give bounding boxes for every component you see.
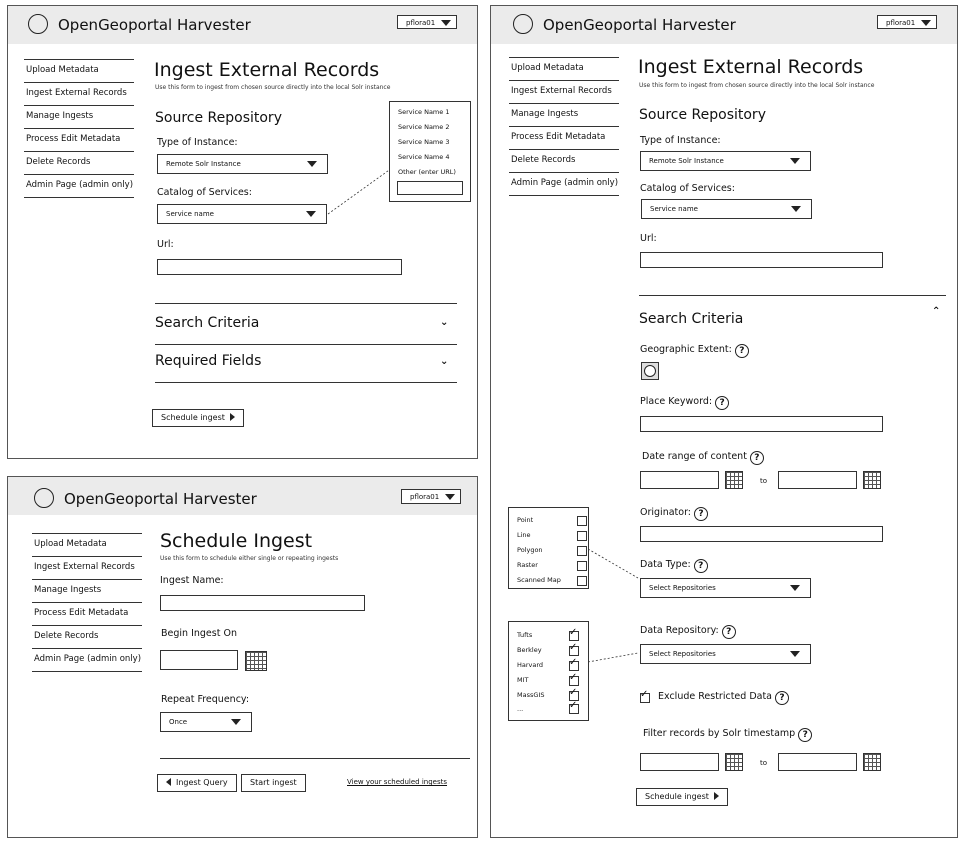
repository-options-popup [508,621,589,721]
repository-option[interactable] [517,658,588,673]
sidebar-item-delete-records[interactable]: Delete Records [32,625,142,648]
exclude-restricted-text: Exclude Restricted Data [658,691,772,702]
schedule-ingest-label: Schedule ingest [645,792,709,801]
checkmark-icon: ✓ [569,657,578,668]
sidebar-item-manage-ingests[interactable]: Manage Ingests [24,105,134,128]
repository-option-label: ... [517,705,524,713]
view-scheduled-ingests-link[interactable]: View your scheduled ingests [347,778,448,786]
date-to-label: to [760,477,768,485]
page-title: Ingest External Records [154,59,380,81]
sidebar-item-admin-page[interactable]: Admin Page (admin only) [32,648,142,672]
data-type-checkbox[interactable] [577,531,587,541]
data-type-options-popup [508,507,589,589]
required-fields-heading[interactable]: Required Fields [155,353,262,369]
data-repository-text: Data Repository: [640,625,719,636]
repository-option[interactable] [517,673,588,688]
repository-option[interactable] [517,700,588,715]
repository-checkbox[interactable] [569,627,579,641]
user-name: pflora01 [410,493,440,501]
user-name: pflora01 [406,19,436,27]
geographic-extent-text: Geographic Extent: [640,344,732,355]
service-option[interactable]: Service Name 3 [398,138,450,146]
repository-option-label: MIT [517,676,529,684]
sidebar-item-process-edit-metadata[interactable]: Process Edit Metadata [509,126,619,149]
help-icon[interactable]: ? [775,691,789,705]
sidebar-item-ingest-external-records[interactable]: Ingest External Records [32,556,142,579]
originator-text: Originator: [640,507,692,518]
data-type-value: Select Repositories [649,584,716,592]
catalog-label: Catalog of Services: [640,183,735,194]
sidebar-item-delete-records[interactable]: Delete Records [24,151,134,174]
repeat-frequency-value: Once [169,718,188,726]
sidebar-item-delete-records[interactable]: Delete Records [509,149,619,172]
data-type-checkbox[interactable] [577,516,587,526]
back-button-label: Ingest Query [176,778,228,787]
data-type-option[interactable] [517,528,588,543]
source-heading: Source Repository [155,110,282,126]
chevron-double-up-icon[interactable]: ⌃ [932,306,941,317]
catalog-value: Service name [650,205,698,213]
timestamp-to-label: to [760,759,768,767]
page-title: Ingest External Records [638,56,864,78]
checkmark-icon: ✓ [569,687,578,698]
data-type-option-label: Line [517,531,531,539]
data-type-option-label: Raster [517,561,538,569]
service-option[interactable]: Service Name 4 [398,153,450,161]
checkmark-icon: ✓ [569,627,578,638]
checkmark-icon: ✓ [569,700,578,711]
page-description: Use this form to ingest from chosen source directly into the local Solr instance [155,84,391,91]
service-option-other[interactable]: Other (enter URL) [398,168,456,176]
sidebar-item-admin-page[interactable]: Admin Page (admin only) [509,172,619,196]
page-description: Use this form to schedule either single or repeating ingests [160,555,339,562]
data-type-checkbox[interactable] [577,561,587,571]
repository-option-label: Harvard [517,661,544,669]
place-keyword-text: Place Keyword: [640,396,713,407]
data-type-option-label: Point [517,516,534,524]
help-icon[interactable]: ? [715,396,729,410]
sidebar-item-admin-page[interactable]: Admin Page (admin only) [24,174,134,198]
data-type-option[interactable] [517,558,588,573]
type-label: Type of Instance: [157,137,238,148]
data-type-option-label: Scanned Map [517,576,561,584]
help-icon[interactable]: ? [694,507,708,521]
checkmark-icon: ✓ [569,672,578,683]
page-title: Schedule Ingest [160,530,313,552]
help-icon[interactable]: ? [694,559,708,573]
search-criteria-heading[interactable]: Search Criteria [155,315,260,331]
ingest-name-label: Ingest Name: [160,575,224,586]
sidebar-item-manage-ingests[interactable]: Manage Ingests [509,103,619,126]
sidebar-item-manage-ingests[interactable]: Manage Ingests [32,579,142,602]
page-description: Use this form to ingest from chosen source directly into the local Solr instance [639,82,875,89]
sidebar-item-upload-metadata[interactable]: Upload Metadata [32,533,142,556]
data-repository-value: Select Repositories [649,650,716,658]
help-icon[interactable]: ? [722,625,736,639]
repository-checkbox[interactable] [569,700,579,714]
sidebar-item-ingest-external-records[interactable]: Ingest External Records [509,80,619,103]
instance-type-value: Remote Solr Instance [166,160,241,168]
repository-option-label: Berkley [517,646,542,654]
instance-type-value: Remote Solr Instance [649,157,724,165]
chevron-double-down-icon[interactable]: ⌄ [440,356,449,367]
app-title: OpenGeoportal Harvester [64,490,257,508]
date-range-text: Date range of content [642,451,747,462]
schedule-ingest-label: Schedule ingest [161,413,225,422]
data-type-option[interactable] [517,573,588,588]
data-type-checkbox[interactable] [577,576,587,586]
sidebar-item-ingest-external-records[interactable]: Ingest External Records [24,82,134,105]
catalog-value: Service name [166,210,214,218]
sidebar-item-process-edit-metadata[interactable]: Process Edit Metadata [24,128,134,151]
repository-option[interactable] [517,643,588,658]
repository-option[interactable] [517,628,588,643]
service-option[interactable]: Service Name 1 [398,108,450,116]
app-title: OpenGeoportal Harvester [58,16,251,34]
data-type-option[interactable] [517,543,588,558]
help-icon[interactable]: ? [750,451,764,465]
type-label: Type of Instance: [640,135,721,146]
help-icon[interactable]: ? [798,728,812,742]
start-ingest-label: Start ingest [250,778,297,787]
data-type-option-label: Polygon [517,546,543,554]
repository-option-label: MassGIS [517,691,545,699]
url-label: Url: [157,239,174,250]
checkmark-icon: ✓ [640,689,649,700]
url-label: Url: [640,233,657,244]
repository-checkbox[interactable] [569,657,579,671]
user-name: pflora01 [886,19,916,27]
sidebar-item-upload-metadata[interactable]: Upload Metadata [24,59,134,82]
sidebar-item-process-edit-metadata[interactable]: Process Edit Metadata [32,602,142,625]
begin-ingest-label: Begin Ingest On [161,628,237,639]
help-icon[interactable]: ? [735,344,749,358]
data-type-checkbox[interactable] [577,546,587,556]
checkmark-icon: ✓ [569,642,578,653]
repository-checkbox[interactable] [569,642,579,656]
repeat-frequency-label: Repeat Frequency: [161,694,250,705]
repository-option-label: Tufts [517,631,533,639]
catalog-label: Catalog of Services: [157,187,252,198]
sidebar-item-upload-metadata[interactable]: Upload Metadata [509,57,619,80]
chevron-double-down-icon[interactable]: ⌄ [440,317,449,328]
data-type-option[interactable] [517,513,588,528]
search-criteria-heading[interactable]: Search Criteria [639,311,744,327]
data-type-text: Data Type: [640,559,691,570]
source-heading: Source Repository [639,107,766,123]
filter-timestamp-text: Filter records by Solr timestamp [643,728,796,739]
repository-checkbox[interactable] [569,672,579,686]
app-title: OpenGeoportal Harvester [543,16,736,34]
service-option[interactable]: Service Name 2 [398,123,450,131]
